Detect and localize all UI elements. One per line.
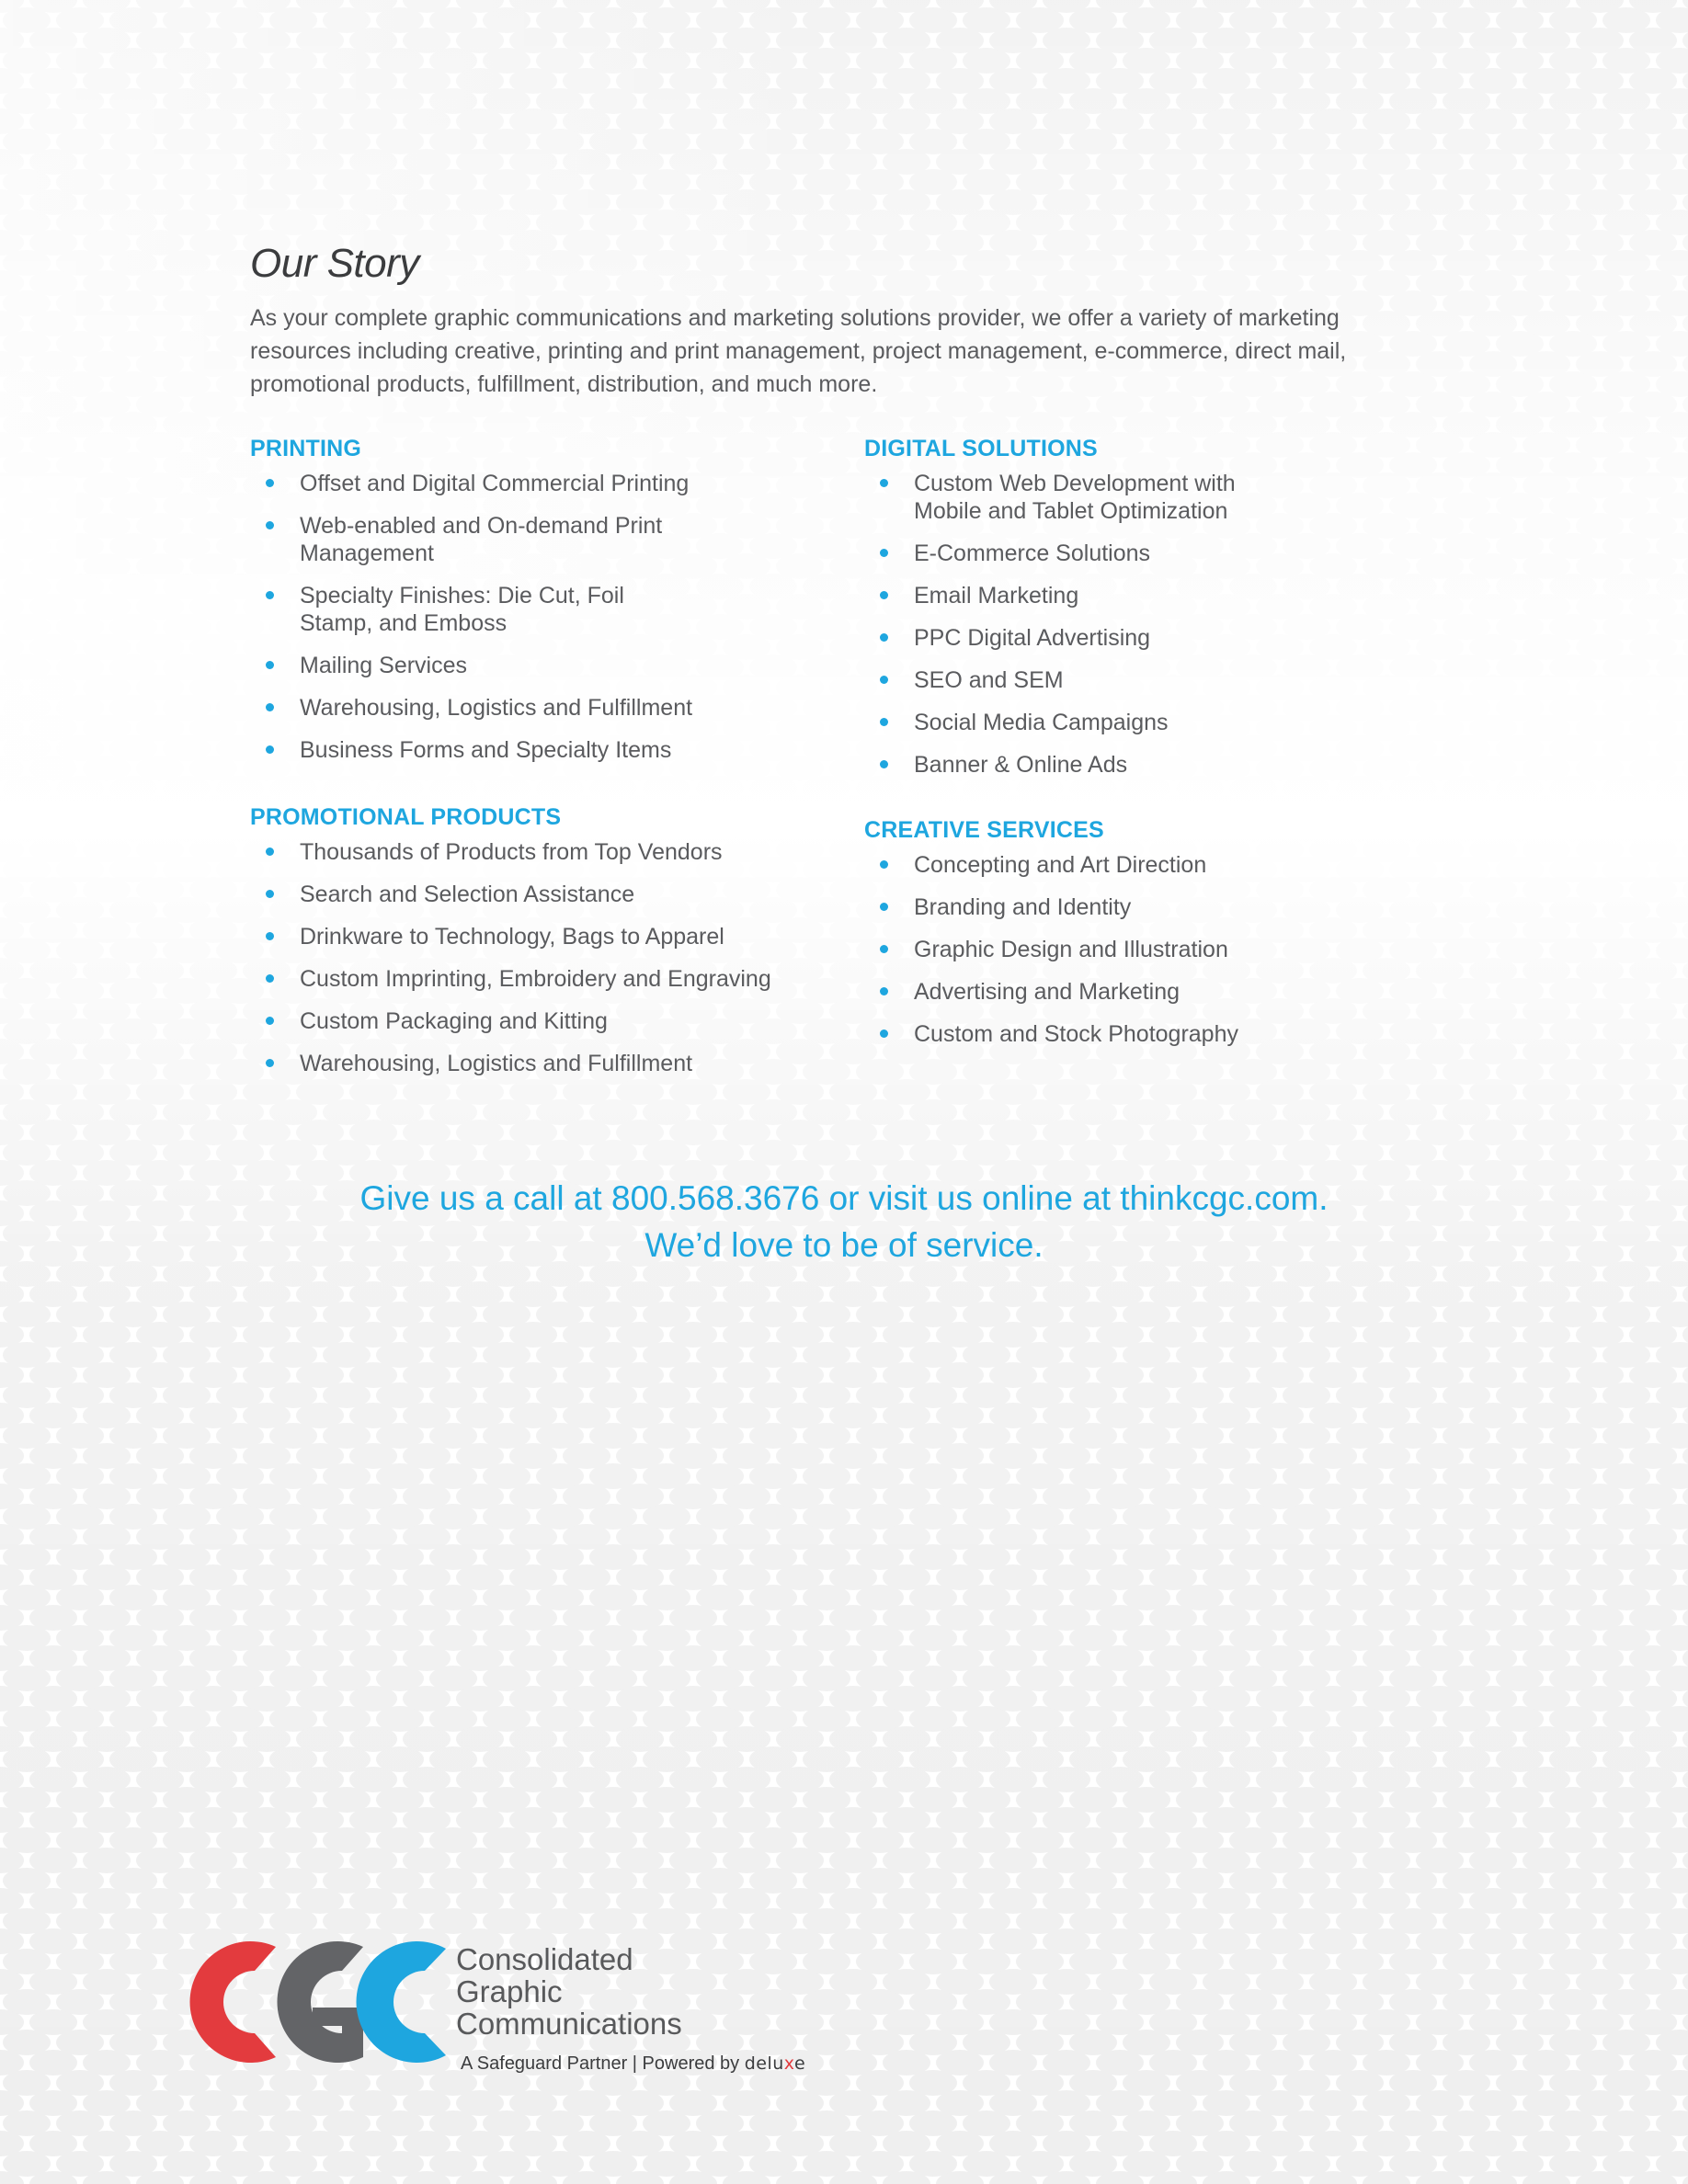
list-item-text: Specialty Finishes: Die Cut, Foil Stamp, and Emboss bbox=[300, 583, 624, 636]
bullet-dot bbox=[880, 718, 888, 726]
section-title-promotional: PROMOTIONAL PRODUCTS bbox=[250, 804, 562, 830]
list-item bbox=[864, 751, 1410, 779]
bullet-dot bbox=[880, 1029, 888, 1038]
bullet-dot bbox=[266, 890, 274, 898]
bullet-list-creative bbox=[864, 851, 1453, 1048]
deluxe-brand-x: x bbox=[783, 2053, 794, 2074]
bullet-dot bbox=[880, 760, 888, 768]
bullet-dot bbox=[266, 661, 274, 669]
list-item-text: Custom Packaging and Kitting bbox=[300, 1008, 608, 1034]
bullet-dot bbox=[880, 987, 888, 995]
logo-line-graphic: Graphic bbox=[456, 1974, 563, 2008]
list-item bbox=[864, 709, 1410, 736]
call-to-action bbox=[0, 1175, 1688, 1268]
bullet-dot bbox=[266, 1059, 274, 1067]
list-item bbox=[250, 965, 796, 993]
cta-line-closing: We’d love to be of service. bbox=[644, 1226, 1044, 1264]
bullet-dot bbox=[266, 1017, 274, 1025]
section-creative-services bbox=[864, 817, 1453, 1048]
list-item-text: Concepting and Art Direction bbox=[914, 852, 1207, 878]
list-item-text: Warehousing, Logistics and Fulfillment bbox=[300, 695, 693, 721]
company-logo bbox=[138, 1919, 883, 2085]
list-item bbox=[250, 694, 796, 722]
list-item bbox=[864, 893, 1410, 921]
bullet-list-promotional bbox=[250, 838, 838, 1077]
section-title-digital: DIGITAL SOLUTIONS bbox=[864, 436, 1098, 461]
list-item-text: Web-enabled and On-demand Print Management bbox=[300, 513, 663, 566]
list-item-text: Email Marketing bbox=[914, 583, 1079, 609]
section-title-creative: CREATIVE SERVICES bbox=[864, 817, 1104, 843]
section-promotional-products bbox=[250, 804, 838, 1077]
bullet-dot bbox=[266, 521, 274, 529]
bullet-dot bbox=[880, 549, 888, 557]
bullet-dot bbox=[880, 860, 888, 869]
bullet-dot bbox=[880, 591, 888, 599]
list-item-text: PPC Digital Advertising bbox=[914, 625, 1151, 651]
bullet-list-printing bbox=[250, 470, 838, 764]
bullet-dot bbox=[266, 745, 274, 754]
list-item-text: Drinkware to Technology, Bags to Apparel bbox=[300, 924, 724, 950]
list-item-text: Banner & Online Ads bbox=[914, 752, 1128, 778]
list-item-text: Mailing Services bbox=[300, 653, 468, 678]
tagline-text: A Safeguard Partner | Powered by bbox=[461, 2053, 740, 2074]
bullet-dot bbox=[880, 479, 888, 487]
list-item bbox=[250, 736, 796, 764]
bullet-dot bbox=[266, 847, 274, 856]
logo-tagline bbox=[461, 2053, 805, 2075]
page-title: Our Story bbox=[250, 241, 419, 286]
list-item bbox=[864, 582, 1410, 609]
bullet-dot bbox=[266, 974, 274, 983]
bullet-dot bbox=[880, 676, 888, 684]
list-item bbox=[250, 470, 796, 497]
list-item-text: Warehousing, Logistics and Fulfillment bbox=[300, 1051, 693, 1076]
list-item-text: SEO and SEM bbox=[914, 667, 1064, 693]
section-title-printing: PRINTING bbox=[250, 436, 362, 461]
list-item-text: Offset and Digital Commercial Printing bbox=[300, 471, 690, 496]
list-item bbox=[864, 936, 1410, 963]
logo-wordmark bbox=[456, 1943, 682, 2040]
list-item bbox=[864, 624, 1410, 652]
list-item bbox=[250, 1007, 796, 1035]
list-item bbox=[250, 582, 649, 637]
bullet-dot bbox=[266, 703, 274, 711]
list-item bbox=[250, 652, 796, 679]
bullet-dot bbox=[880, 633, 888, 642]
list-item-text: Custom and Stock Photography bbox=[914, 1021, 1238, 1047]
list-item bbox=[250, 838, 796, 866]
list-item bbox=[250, 1050, 796, 1077]
list-item-text: Custom Imprinting, Embroidery and Engraving bbox=[300, 966, 771, 992]
list-item bbox=[864, 851, 1410, 879]
logo-line-communications: Communications bbox=[456, 2007, 682, 2041]
bullet-list-digital bbox=[864, 470, 1453, 779]
list-item-text: Social Media Campaigns bbox=[914, 710, 1169, 735]
list-item-text: E-Commerce Solutions bbox=[914, 540, 1151, 566]
list-item bbox=[864, 978, 1410, 1006]
intro-paragraph: As your complete graphic communications and marketing solutions provider, we offer a variety of marketing resources including creative, printing and print management, project management, e-commerce, direct mail, promotional products, fulfillment, distribution, and much more. bbox=[250, 305, 1347, 397]
list-item-text: Custom Web Development with Mobile and Tablet Optimization bbox=[914, 471, 1236, 524]
cta-line-contact[interactable]: Give us a call at 800.568.3676 or visit us online at thinkcgc.com. bbox=[359, 1179, 1329, 1217]
list-item-text: Thousands of Products from Top Vendors bbox=[300, 839, 723, 865]
bullet-dot bbox=[266, 932, 274, 940]
list-item bbox=[864, 470, 1282, 525]
deluxe-brand-suffix: e bbox=[793, 2053, 806, 2074]
list-item-text: Search and Selection Assistance bbox=[300, 882, 635, 907]
list-item-text: Advertising and Marketing bbox=[914, 979, 1180, 1005]
section-printing bbox=[250, 436, 838, 764]
list-item bbox=[864, 1020, 1410, 1048]
bullet-dot bbox=[266, 591, 274, 599]
list-item bbox=[250, 881, 796, 908]
logo-line-consolidated: Consolidated bbox=[456, 1942, 633, 1976]
right-column bbox=[864, 436, 1453, 1081]
cgc-logo-mark-icon bbox=[138, 1919, 451, 2085]
list-item bbox=[864, 540, 1410, 567]
list-item-text: Graphic Design and Illustration bbox=[914, 937, 1228, 962]
deluxe-brand bbox=[745, 2053, 805, 2074]
section-digital-solutions bbox=[864, 436, 1453, 779]
left-column bbox=[250, 436, 838, 1110]
list-item-text: Business Forms and Specialty Items bbox=[300, 737, 672, 763]
bullet-dot bbox=[266, 479, 274, 487]
bullet-dot bbox=[880, 903, 888, 911]
bullet-dot bbox=[880, 945, 888, 953]
deluxe-brand-prefix: delu bbox=[744, 2053, 784, 2074]
list-item-text: Branding and Identity bbox=[914, 894, 1132, 920]
list-item bbox=[250, 512, 796, 567]
list-item bbox=[864, 666, 1410, 694]
list-item bbox=[250, 923, 796, 950]
